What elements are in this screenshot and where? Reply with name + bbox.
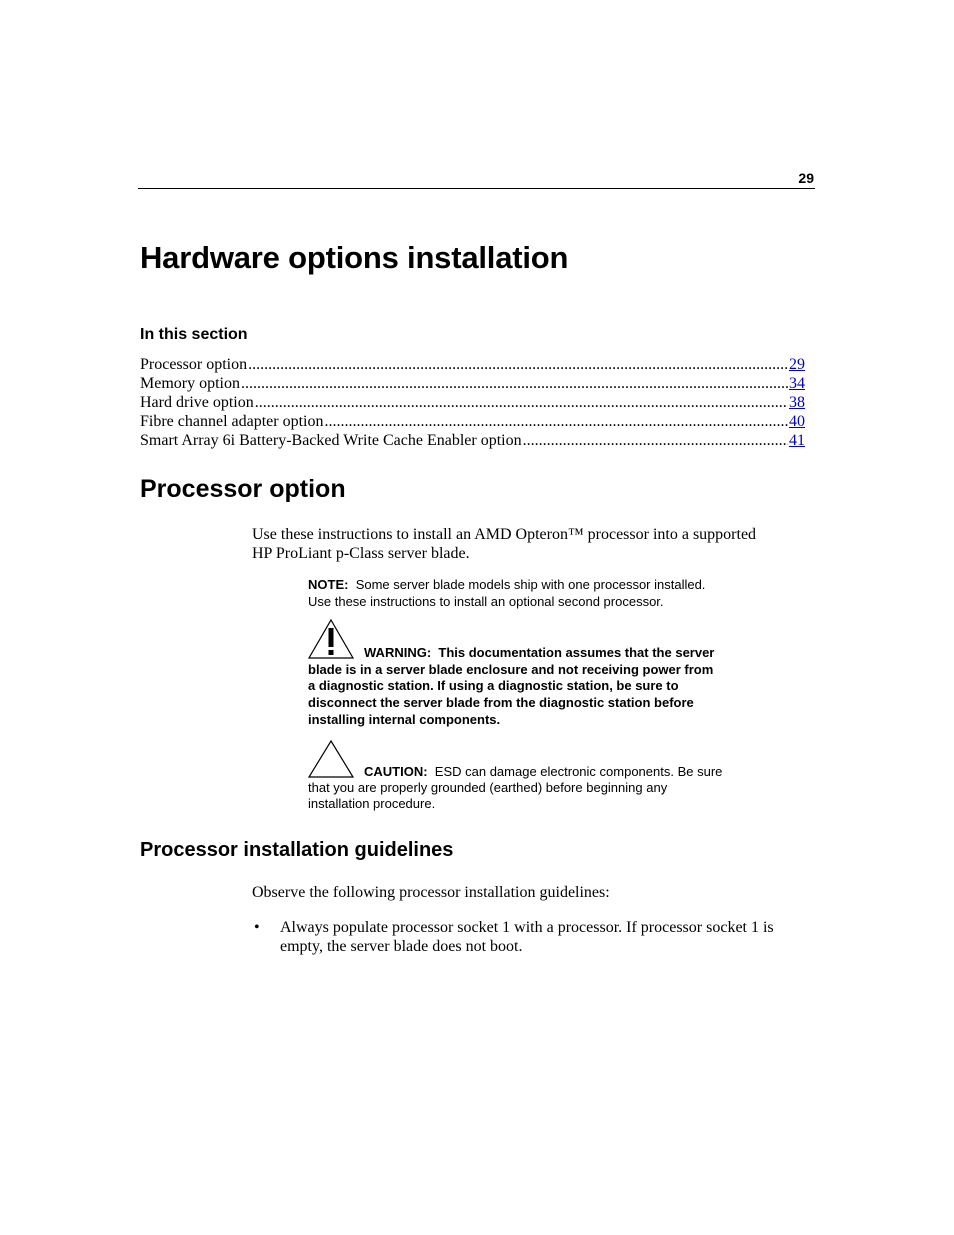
warning-line-1: This documentation assumes that the server xyxy=(438,645,715,660)
toc-page-link[interactable]: 34 xyxy=(789,375,805,392)
toc-entry-smart-array xyxy=(140,431,805,450)
toc-page-link[interactable]: 40 xyxy=(789,413,805,430)
toc-leader-dots xyxy=(523,431,788,450)
note-line-2: Use these instructions to install an optional second processor. xyxy=(308,593,664,609)
warning-label: WARNING: xyxy=(364,645,432,660)
header-rule xyxy=(138,188,815,189)
warning-line-5: installing internal components. xyxy=(308,711,501,727)
toc-entry-title: Memory option xyxy=(140,375,240,392)
in-this-section-heading: In this section xyxy=(140,326,248,343)
note-callout xyxy=(308,577,758,610)
toc-leader-dots xyxy=(255,393,788,412)
toc-entry-title: Processor option xyxy=(140,356,248,373)
caution-label: CAUTION: xyxy=(364,764,428,779)
processor-intro-paragraph xyxy=(252,525,817,563)
toc-entry-title: Smart Array 6i Battery-Backed Write Cache Enabler option xyxy=(140,432,522,449)
bullet-line-2: empty, the server blade does not boot. xyxy=(280,938,523,955)
warning-line-4: disconnect the server blade from the diagnostic station before xyxy=(308,695,694,711)
guidelines-intro: Observe the following processor installation guidelines: xyxy=(252,884,610,901)
toc-leader-dots xyxy=(248,355,788,374)
toc-page-link[interactable]: 38 xyxy=(789,394,805,411)
bullet-line-1: Always populate processor socket 1 with a processor. If processor socket 1 is xyxy=(280,919,774,936)
bullet-icon: • xyxy=(254,919,260,936)
toc-entry-hard-drive xyxy=(140,393,805,412)
toc-leader-dots xyxy=(241,374,788,393)
warning-line-2: blade is in a server blade enclosure and not receiving power from xyxy=(308,661,714,677)
guidelines-bullet-list xyxy=(252,918,817,956)
toc-entry-title: Hard drive option xyxy=(140,394,254,411)
note-label: NOTE: xyxy=(308,577,349,592)
caution-line-1: ESD can damage electronic components. Be sure xyxy=(434,764,723,779)
page-number: 29 xyxy=(798,170,814,186)
processor-option-heading: Processor option xyxy=(140,475,346,503)
caution-callout xyxy=(308,764,758,813)
toc-entry-processor xyxy=(140,355,805,374)
table-of-contents xyxy=(140,355,805,450)
toc-leader-dots xyxy=(325,412,789,431)
note-line-1: Some server blade models ship with one processor installed. xyxy=(355,577,706,592)
guidelines-heading: Processor installation guidelines xyxy=(140,839,454,861)
caution-line-3: installation procedure. xyxy=(308,796,436,812)
toc-entry-fibre-channel xyxy=(140,412,805,431)
chapter-title: Hardware options installation xyxy=(140,240,569,275)
warning-line-3: a diagnostic station. If using a diagnostic station, be sure to xyxy=(308,678,679,694)
warning-callout xyxy=(308,645,758,729)
list-item xyxy=(252,918,817,956)
intro-line-2: HP ProLiant p-Class server blade. xyxy=(252,545,470,562)
toc-page-link[interactable]: 29 xyxy=(789,356,805,373)
caution-line-2: that you are properly grounded (earthed) before beginning any xyxy=(308,780,668,796)
toc-entry-title: Fibre channel adapter option xyxy=(140,413,324,430)
toc-entry-memory xyxy=(140,374,805,393)
intro-line-1: Use these instructions to install an AMD Opteron™ processor into a supported xyxy=(252,526,757,543)
toc-page-link[interactable]: 41 xyxy=(789,432,805,449)
